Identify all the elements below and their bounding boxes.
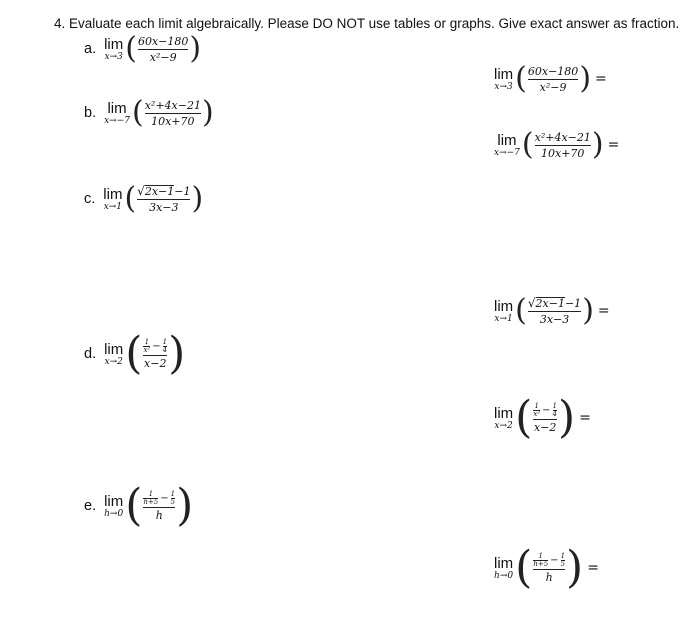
limit-fraction: [142, 491, 176, 522]
square-root: √ 2x−1: [527, 295, 565, 310]
denominator: 10x+70: [151, 114, 195, 128]
equals-sign: =: [595, 71, 607, 87]
question-e-letter: e.: [84, 498, 97, 514]
limit-fraction: [136, 185, 191, 214]
numerator: 1 h+5 − 1 5: [143, 489, 176, 506]
answer-c: lim x→1 ( √ 2x−1 −1 3x−3 ) =: [494, 293, 610, 328]
limit-fraction: $\frac{60x-180}{\text{x²−9}}$: [527, 64, 579, 94]
question-b-letter: b.: [84, 105, 97, 121]
limit-fraction: [137, 35, 189, 64]
numerator: 60x−180: [137, 34, 189, 48]
question-d-letter: d.: [84, 346, 97, 362]
limit-approach: h→0: [104, 508, 124, 519]
limit-approach: x→2: [494, 420, 513, 431]
limit-operator: lim x→2: [494, 404, 514, 431]
limit-operator: lim h→0: [494, 554, 514, 581]
limit-fraction: $\frac{\text{x²+4x−21}}{10x+70}$: [534, 130, 591, 160]
limit-operator: lim x→−7: [494, 131, 520, 158]
denominator: 3x−3: [149, 200, 179, 214]
limit-approach: x→3: [104, 51, 123, 62]
limit-approach: x→−7: [104, 115, 130, 126]
equals-sign: =: [607, 137, 620, 153]
answer-e: lim h→0 ( 1 h+5 − 1 5 h ) =: [494, 542, 599, 593]
limit-operator: lim x→2: [104, 340, 124, 367]
question-e: e. lim h→0 ( 1 h+5 − 1 5 h ): [84, 480, 194, 531]
limit-operator: lim x→3: [104, 35, 124, 62]
denominator: x−2: [144, 356, 167, 370]
equals-sign: =: [579, 410, 591, 426]
limit-operator: lim h→0: [104, 492, 124, 519]
problem-number: 4.: [54, 16, 66, 31]
question-c: c. lim x→1 ( √ 2x−1 −1 3x−3 ): [84, 181, 204, 216]
question-a-letter: a.: [84, 41, 97, 57]
denominator: x²−9: [149, 50, 177, 64]
answer-a: lim x→3 ( $\frac{60x-180}{\text{x²−9}}$ ) =: [494, 61, 607, 96]
square-root: √ 2x−1: [137, 183, 175, 198]
denominator: h: [155, 508, 163, 522]
limit-approach: x→2: [104, 356, 123, 367]
limit-fraction: 1 x² − 1 4 x−2: [533, 401, 557, 434]
limit-operator: lim x→1: [494, 297, 514, 324]
limit-fraction: [144, 99, 202, 128]
limit-operator: lim x→−7: [104, 99, 130, 126]
numerator: 1 x² − 1 4: [143, 337, 168, 354]
equals-sign: =: [597, 303, 610, 319]
question-c-letter: c.: [84, 191, 96, 207]
limit-fraction: [142, 339, 168, 370]
limit-approach: h→0: [494, 570, 514, 581]
limit-approach: x→1: [103, 201, 123, 212]
answer-b: lim x→−7 ( $\frac{\text{x²+4x−21}}{10x+70}$ ) =: [494, 127, 620, 162]
equals-sign: =: [587, 560, 599, 576]
problem-instruction: Evaluate each limit algebraically. Please DO NOT use tables or graphs. Give exact answer as fraction.: [69, 16, 680, 31]
limit-approach: x→3: [494, 81, 513, 92]
question-a: a. lim x→3 ( $\frac{60x-180}{\text{x²−9}}$ ): [84, 31, 202, 66]
numerator: √ 2x−1 −1: [137, 183, 191, 198]
limit-fraction: 1 h+5 − 1 5 h: [533, 551, 566, 584]
limit-operator: lim x→1: [103, 185, 123, 212]
answer-d: lim x→2 ( 1 x² − 1 4 x−2 ) =: [494, 392, 591, 443]
question-b: b. lim x→−7 ( $\frac{\text{x²+4x−21}}{10x+70}$ ): [84, 95, 214, 130]
limit-operator: lim x→3: [494, 65, 514, 92]
problem-title: [54, 16, 679, 31]
numerator: x²+4x−21: [144, 98, 201, 112]
limit-approach: x→1: [494, 313, 513, 324]
limit-approach: x→−7: [494, 147, 520, 158]
limit-fraction: √ 2x−1 −1 3x−3: [527, 295, 582, 326]
question-d: d. lim x→2 ( 1 x² − 1 4 x−2 ): [84, 328, 186, 379]
